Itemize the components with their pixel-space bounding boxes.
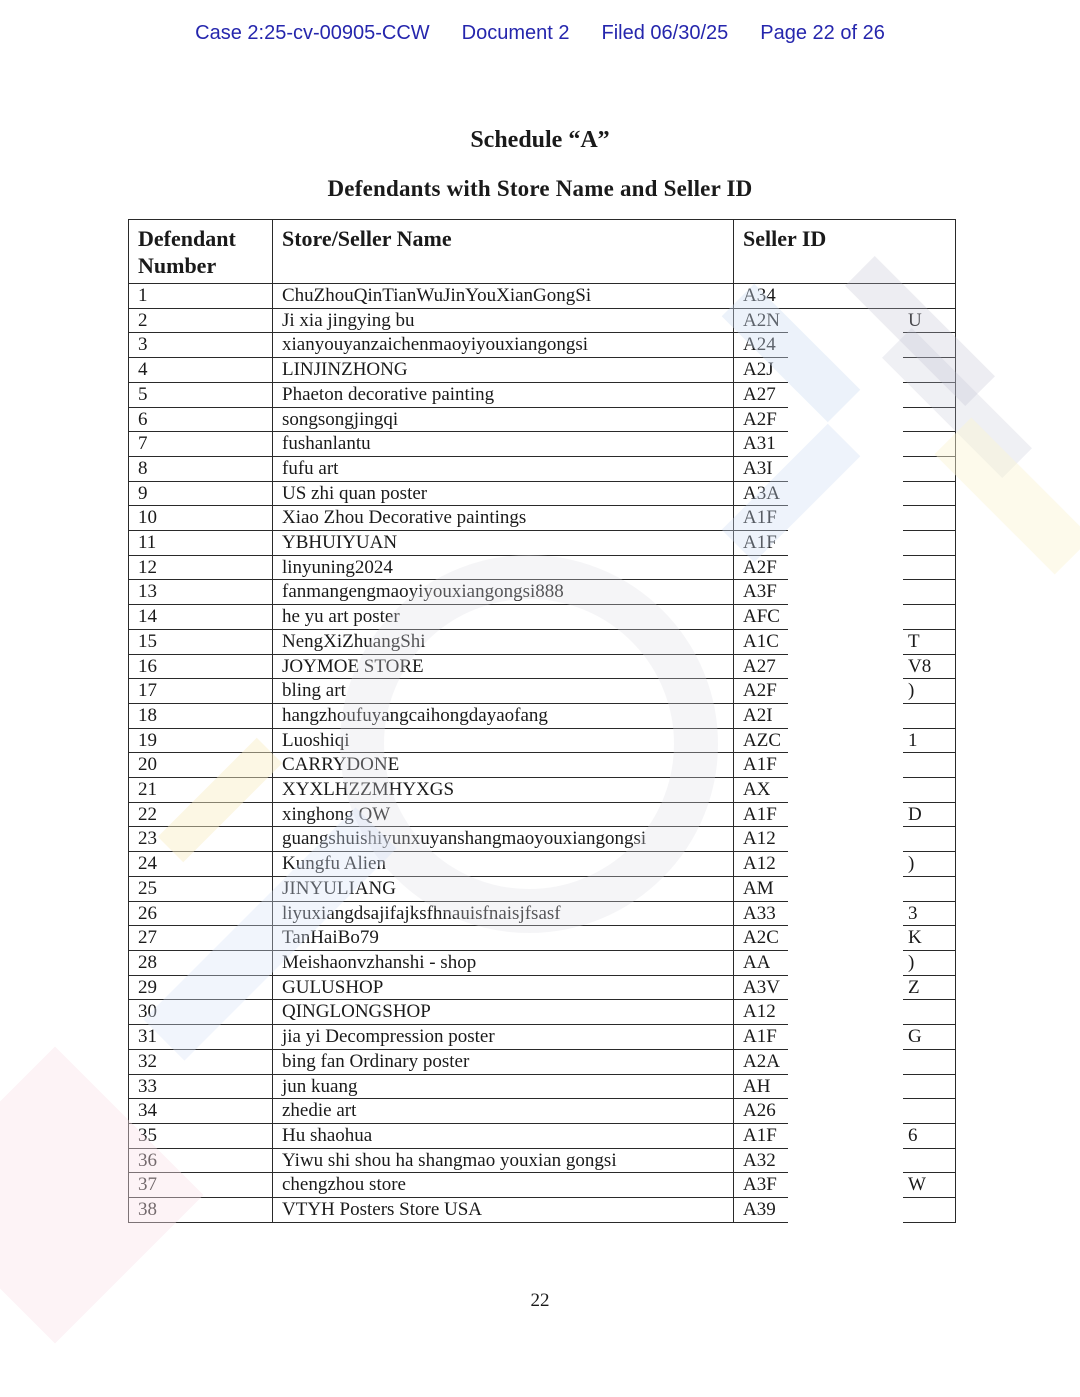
store-seller-name-cell: QINGLONGSHOP — [273, 1000, 734, 1025]
seller-id-fragment-start: AZC — [743, 729, 781, 751]
defendant-number-cell: 34 — [129, 1099, 273, 1124]
defendant-number-cell: 5 — [129, 382, 273, 407]
table-header-row — [129, 220, 956, 284]
seller-id-fragment-start: A3A — [743, 482, 780, 504]
seller-id-fragment-start: A33 — [743, 902, 776, 924]
store-seller-name-cell: bing fan Ordinary poster — [273, 1049, 734, 1074]
store-seller-name-cell: JINYULIANG — [273, 876, 734, 901]
defendant-number-cell: 33 — [129, 1074, 273, 1099]
store-seller-name-cell: Yiwu shi shou ha shangmao youxian gongsi — [273, 1148, 734, 1173]
case-header — [0, 22, 1080, 44]
seller-id-fragment-start: A26 — [743, 1100, 776, 1122]
col-header-defendant-number: Defendant Number — [129, 220, 273, 284]
seller-id-fragment-start: A3F — [743, 1174, 777, 1196]
store-seller-name-cell: Hu shaohua — [273, 1123, 734, 1148]
seller-id-fragment-end: Z — [908, 976, 920, 998]
defendant-number-cell: 38 — [129, 1198, 273, 1223]
store-seller-name-cell: jun kuang — [273, 1074, 734, 1099]
store-seller-name-cell: Ji xia jingying bu — [273, 308, 734, 333]
defendant-number-cell: 15 — [129, 629, 273, 654]
defendant-number-cell: 26 — [129, 901, 273, 926]
store-seller-name-cell: JOYMOE STORE — [273, 654, 734, 679]
defendant-number-cell: 24 — [129, 852, 273, 877]
store-seller-name-cell: Meishaonvzhanshi - shop — [273, 950, 734, 975]
defendant-number-cell: 30 — [129, 1000, 273, 1025]
defendant-number-cell: 14 — [129, 605, 273, 630]
store-seller-name-cell: he yu art poster — [273, 605, 734, 630]
seller-id-fragment-start: A3I — [743, 457, 773, 479]
store-seller-name-cell: US zhi quan poster — [273, 481, 734, 506]
redaction-overlay — [788, 315, 903, 1240]
seller-id-fragment-start: A3F — [743, 581, 777, 603]
store-seller-name-cell: GULUSHOP — [273, 975, 734, 1000]
page-number: 22 — [530, 1290, 550, 1311]
seller-id-fragment-start: A1F — [743, 803, 777, 825]
defendant-number-cell: 18 — [129, 703, 273, 728]
table-row — [129, 284, 956, 309]
seller-id-fragment-start: A12 — [743, 1001, 776, 1023]
store-seller-name-cell: guangshuishiyunxuyanshangmaoyouxiangongsi — [273, 827, 734, 852]
store-seller-name-cell: jia yi Decompression poster — [273, 1025, 734, 1050]
seller-id-fragment-end: U — [908, 309, 922, 331]
seller-id-fragment-start: A1C — [743, 630, 779, 652]
seller-id-fragment-start: A2C — [743, 927, 779, 949]
store-seller-name-cell: xianyouyanzaichenmaoyiyouxiangongsi — [273, 333, 734, 358]
store-seller-name-cell: ChuZhouQinTianWuJinYouXianGongSi — [273, 284, 734, 309]
defendant-number-cell: 6 — [129, 407, 273, 432]
defendant-number-cell: 3 — [129, 333, 273, 358]
defendant-number-cell: 29 — [129, 975, 273, 1000]
seller-id-fragment-start: A2A — [743, 1050, 780, 1072]
seller-id-fragment-end: 1 — [908, 729, 918, 751]
watermark-shape-yellow-bar — [935, 418, 1080, 575]
seller-id-fragment-end: ) — [908, 853, 915, 875]
seller-id-fragment-start: AFC — [743, 606, 780, 628]
page-indicator: Page 22 of 26 — [760, 22, 885, 44]
schedule-title: Schedule “A” — [470, 127, 610, 153]
seller-id-fragment-start: A2N — [743, 309, 780, 331]
defendant-number-cell: 35 — [129, 1123, 273, 1148]
seller-id-fragment-end: D — [908, 803, 922, 825]
col-header-store-seller-name: Store/Seller Name — [273, 220, 734, 284]
seller-id-fragment-start: A1F — [743, 507, 777, 529]
defendant-number-cell: 27 — [129, 926, 273, 951]
seller-id-fragment-end: 3 — [908, 902, 918, 924]
seller-id-fragment-start: AM — [743, 877, 774, 899]
filed-date: Filed 06/30/25 — [601, 22, 729, 44]
seller-id-fragment-start: A12 — [743, 828, 776, 850]
defendant-number-cell: 10 — [129, 506, 273, 531]
store-seller-name-cell: CARRYDONE — [273, 753, 734, 778]
defendant-number-cell: 9 — [129, 481, 273, 506]
seller-id-fragment-end: V8 — [908, 655, 932, 677]
defendant-number-cell: 12 — [129, 555, 273, 580]
defendant-number-cell: 20 — [129, 753, 273, 778]
store-seller-name-cell: songsongjingqi — [273, 407, 734, 432]
defendant-number-cell: 7 — [129, 432, 273, 457]
store-seller-name-cell: zhedie art — [273, 1099, 734, 1124]
seller-id-fragment-end: ) — [908, 680, 915, 702]
store-seller-name-cell: YBHUIYUAN — [273, 531, 734, 556]
seller-id-cell — [734, 284, 956, 309]
defendant-number-cell: 25 — [129, 876, 273, 901]
seller-id-fragment-end: ) — [908, 951, 915, 973]
seller-id-fragment-start: A32 — [743, 1149, 776, 1171]
seller-id-fragment-end: W — [908, 1174, 926, 1196]
defendant-number-cell: 2 — [129, 308, 273, 333]
defendant-number-cell: 32 — [129, 1049, 273, 1074]
defendant-number-cell: 31 — [129, 1025, 273, 1050]
seller-id-fragment-start: A24 — [743, 334, 776, 356]
defendant-number-cell: 8 — [129, 456, 273, 481]
defendant-number-cell: 28 — [129, 950, 273, 975]
seller-id-fragment-start: A31 — [743, 433, 776, 455]
seller-id-fragment-start: A12 — [743, 853, 776, 875]
store-seller-name-cell: LINJINZHONG — [273, 358, 734, 383]
store-seller-name-cell: Xiao Zhou Decorative paintings — [273, 506, 734, 531]
seller-id-fragment-start: A39 — [743, 1199, 776, 1221]
store-seller-name-cell: liyuxiangdsajifajksfhnauisfnaisjfsasf — [273, 901, 734, 926]
store-seller-name-cell: linyuning2024 — [273, 555, 734, 580]
col-header-seller-id: Seller ID — [734, 220, 956, 284]
defendant-number-cell: 22 — [129, 802, 273, 827]
seller-id-fragment-start: A1F — [743, 754, 777, 776]
seller-id-fragment-start: A2F — [743, 680, 777, 702]
seller-id-fragment-start: AH — [743, 1075, 771, 1097]
document-number: Document 2 — [461, 22, 570, 44]
seller-id-fragment-start: A2F — [743, 556, 777, 578]
defendant-number-cell: 17 — [129, 679, 273, 704]
seller-id-fragment-start: A2F — [743, 408, 777, 430]
store-seller-name-cell: TanHaiBo79 — [273, 926, 734, 951]
store-seller-name-cell: Kungfu Alien — [273, 852, 734, 877]
store-seller-name-cell: Luoshiqi — [273, 728, 734, 753]
seller-id-fragment-start: AX — [743, 779, 771, 801]
store-seller-name-cell: bling art — [273, 679, 734, 704]
defendant-number-cell: 4 — [129, 358, 273, 383]
seller-id-fragment-start: A27 — [743, 383, 776, 405]
seller-id-fragment-end: T — [908, 630, 920, 652]
seller-id-fragment-start: A27 — [743, 655, 776, 677]
store-seller-name-cell: fanmangengmaoyiyouxiangongsi888 — [273, 580, 734, 605]
store-seller-name-cell: NengXiZhuangShi — [273, 629, 734, 654]
defendant-number-cell: 1 — [129, 284, 273, 309]
seller-id-fragment-start: A1F — [743, 1124, 777, 1146]
seller-id-fragment-start: A2J — [743, 359, 774, 381]
defendant-number-cell: 36 — [129, 1148, 273, 1173]
seller-id-fragment-start: AA — [743, 951, 771, 973]
seller-id-fragment-start: A3V — [743, 976, 780, 998]
store-seller-name-cell: fufu art — [273, 456, 734, 481]
seller-id-fragment-end: 6 — [908, 1124, 918, 1146]
store-seller-name-cell: chengzhou store — [273, 1173, 734, 1198]
defendant-number-cell: 11 — [129, 531, 273, 556]
store-seller-name-cell: xinghong QW — [273, 802, 734, 827]
defendant-number-cell: 16 — [129, 654, 273, 679]
store-seller-name-cell: hangzhoufuyangcaihongdayaofang — [273, 703, 734, 728]
seller-id-fragment-start: A1F — [743, 532, 777, 554]
store-seller-name-cell: fushanlantu — [273, 432, 734, 457]
defendant-number-cell: 37 — [129, 1173, 273, 1198]
seller-id-fragment-start: A1F — [743, 1026, 777, 1048]
store-seller-name-cell: XYXLHZZMHYXGS — [273, 778, 734, 803]
defendant-number-cell: 23 — [129, 827, 273, 852]
seller-id-fragment-end: K — [908, 927, 922, 949]
case-number: Case 2:25-cv-00905-CCW — [195, 22, 430, 44]
defendant-number-cell: 13 — [129, 580, 273, 605]
store-seller-name-cell: VTYH Posters Store USA — [273, 1198, 734, 1223]
seller-id-fragment-start: A34 — [743, 285, 776, 306]
seller-id-fragment-end: G — [908, 1026, 922, 1048]
defendant-number-cell: 21 — [129, 778, 273, 803]
store-seller-name-cell: Phaeton decorative painting — [273, 382, 734, 407]
defendant-number-cell: 19 — [129, 728, 273, 753]
seller-id-fragment-start: A2I — [743, 704, 773, 726]
subtitle: Defendants with Store Name and Seller ID — [327, 176, 753, 201]
